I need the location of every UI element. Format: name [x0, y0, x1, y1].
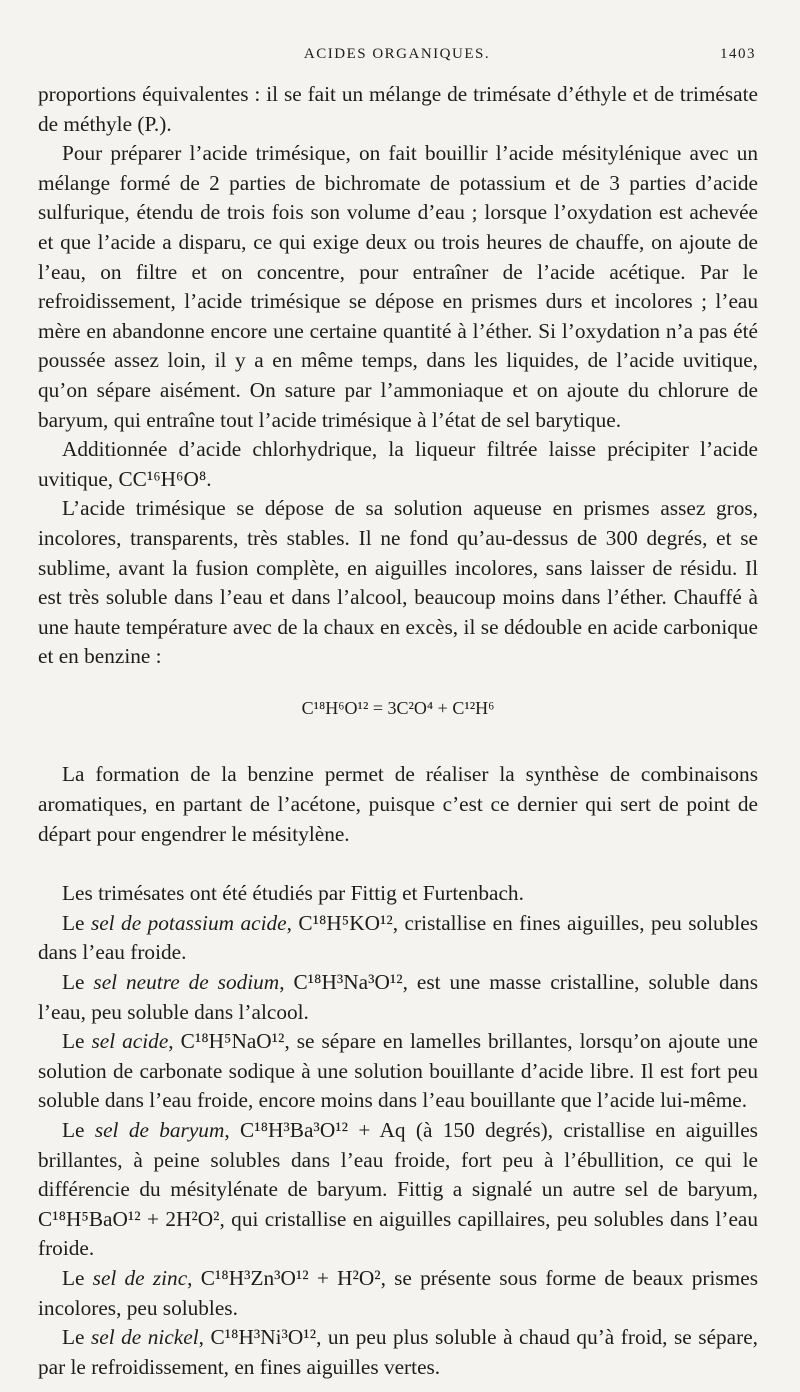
paragraph-text: La formation de la benzine permet de réaliser la synthèse de combinaisons aromatiques, en partant de l’acétone, puisque c’est ce dernier qui sert de point de départ pour engendrer le mésitylène. [38, 762, 758, 846]
paragraph-sel-potassium: Le sel de potassium acide, C¹⁸H⁵KO¹², cristallise en fines aiguilles, peu solubles dans l’eau froide. [38, 910, 759, 965]
paragraph-sel-nickel: Le sel de nickel, C¹⁸H³Ni³O¹², un peu plus soluble à chaud qu’à froid, se sépare, par le refroidissement, en fines aiguilles vertes. [38, 1325, 758, 1379]
formula-uvitique: C¹⁶H⁶O⁸ [132, 466, 207, 491]
paragraph-synthesis [38, 760, 758, 849]
salt-name: sel de zinc [92, 1265, 188, 1290]
paragraph-text: , un peu plus soluble à chaud qu’à froid, se sépare, par le refroidissement, en fines aiguilles vertes. [38, 1325, 758, 1379]
page-body [38, 80, 758, 1382]
paragraph-text: + Aq (à 150 degrés), cristallise en aiguilles brillantes, à peine solubles dans l’eau froide, fort peu à l’ébullition, ce qui le différencie du mésitylénate de baryum. Fittig a signalé un autre sel de baryum, [38, 1118, 758, 1202]
paragraph-text: L’acide trimésique se dépose de sa solution aqueuse en prismes assez gros, incolores, transparents, très stables. Il ne fond qu’au-dessus de 300 degrés, et se sublime, avant la fusion complète, en aiguilles incolores, sans laisser de résidu. Il est très soluble dans l’eau et dans l’alcool, beaucoup moins dans l’éther. Chauffé à une haute température avec de la chaux en excès, il se dédouble en acide carbonique et en benzine : [38, 496, 758, 669]
paragraph-text: Le [62, 1029, 92, 1054]
salt-name: sel de nickel [90, 1325, 199, 1350]
paragraph-trimesates [38, 879, 758, 909]
paragraph-text: Le [62, 970, 94, 995]
formula-nickel: C¹⁸H³Ni³O¹² [210, 1325, 317, 1350]
paragraph-sel-sodium: Le sel neutre de sodium, C¹⁸H³Na³O¹², est une masse cristalline, soluble dans l’eau, peu soluble dans l’alcool. [38, 970, 758, 1024]
paragraph-text: proportions équivalentes : il se fait un mélange de trimésate d’éthyle et de trimésate de méthyle (P.). [38, 82, 758, 136]
formula-acide: C¹⁸H⁵NaO¹² [180, 1029, 285, 1054]
paragraph-text: Le [62, 1118, 95, 1142]
salt-name: sel acide [91, 1029, 169, 1054]
formula-baryum: C¹⁸H³Ba³O¹² [240, 1118, 348, 1142]
paragraph-text: Pour préparer l’acide trimésique, on fait bouillir l’acide mésitylénique avec un mélange formé de 2 parties de bichromate de potassium et de 3 parties d’acide sulfurique, étendu de trois fois son volume d’eau ; lorsque l’oxydation est achevée et que l’acide a disparu, ce qui exige deux ou trois heures de chauffe, on ajoute de l’eau, on filtre et on concentre, pour entraîner de l’acide acétique. Par le refroidissement, l’acide trimésique se dépose en prismes durs et incolores ; l’eau mère en abandonne encore une certaine quantité à l’éther. Si l’oxydation n’a pas été poussée assez loin, il y a en même temps, dans les liquides, de l’acide uvitique, qu’on sépare aisément. On sature par l’ammoniaque et on ajoute du chlorure de baryum, qui entraîne tout l’acide trimésique à l’état de sel barytique. [38, 141, 758, 432]
paragraph-text: , est une masse cristalline, soluble dans l’eau, peu soluble dans l’alcool. [38, 970, 758, 1024]
salt-name: sel de baryum [94, 1118, 225, 1142]
paragraph-text: , qui cristallise en aiguilles capillaires, peu solubles dans l’eau froide. [38, 1206, 758, 1261]
paragraph-properties [38, 494, 758, 672]
paragraph-text: , cristallise en fines aiguilles, peu solubles dans l’eau froide. [38, 910, 759, 965]
paragraph-sel-baryum: Le sel de baryum, C¹⁸H³Ba³O¹² + Aq (à 150 degrés), cristallise en aiguilles brillantes, à peine solubles dans l’eau froide, fort peu à l’ébullition, ce qui le différencie du mésitylénate de baryum. Fittig a signalé un autre sel de baryum, C¹⁸H⁵BaO¹² + 2H²O², qui cristallise en aiguilles capillaires, peu solubles dans l’eau froide. [38, 1118, 758, 1261]
paragraph-uvitique: Additionnée d’acide chlorhydrique, la liqueur filtrée laisse précipiter l’acide uvitique, CC¹⁶H⁶O⁸. [38, 437, 758, 491]
paragraph-text: Le [62, 1325, 91, 1350]
paragraph-text: Le [62, 1265, 93, 1290]
equation-dedoublement: C¹⁸H⁶O¹² = 3C²O⁴ + C¹²H⁶ [301, 697, 495, 718]
salt-name: sel neutre de sodium [93, 970, 280, 995]
paragraph-preparation [38, 139, 758, 435]
salt-name: sel de potassium acide [90, 910, 287, 935]
paragraph-continuation [38, 80, 758, 139]
paragraph-text: Le [62, 910, 91, 935]
formula-potassium: C¹⁸H⁵KO¹² [298, 910, 393, 935]
paragraph-text: Additionnée d’acide chlorhydrique, la liqueur filtrée laisse précipiter l’acide uvitique, C [38, 437, 758, 491]
formula-sodium: C¹⁸H³Na³O¹² [293, 970, 403, 995]
page-number: 1403 [720, 46, 756, 62]
running-head [38, 46, 756, 70]
paragraph-text: Les trimésates ont été étudiés par Fittig et Furtenbach. [62, 881, 524, 906]
section-gap [38, 849, 758, 879]
formula-baryum-autre: C¹⁸H⁵BaO¹² + 2H²O² [38, 1206, 220, 1231]
paragraph-text: , se présente sous forme de beaux prismes incolores, peu solubles. [38, 1265, 758, 1320]
paragraph-sel-acide: Le sel acide, C¹⁸H⁵NaO¹², se sépare en lamelles brillantes, lorsqu’on ajoute une solution de carbonate sodique à une solution bouillante d’acide libre. Il est fort peu soluble dans l’eau froide, encore moins dans l’eau bouillante que l’acide lui-même. [38, 1029, 759, 1113]
paragraph-sel-zinc: Le sel de zinc, C¹⁸H³Zn³O¹² + H²O², se présente sous forme de beaux prismes incolores, peu solubles. [38, 1265, 758, 1320]
paragraph-text: , se sépare en lamelles brillantes, lorsqu’on ajoute une solution de carbonate sodique à une solution bouillante d’acide libre. Il est fort peu soluble dans l’eau froide, encore moins dans l’eau bouillante que l’acide lui-même. [38, 1029, 759, 1113]
formula-zinc: C¹⁸H³Zn³O¹² + H²O² [200, 1265, 381, 1290]
running-title: ACIDES ORGANIQUES. [303, 46, 491, 62]
